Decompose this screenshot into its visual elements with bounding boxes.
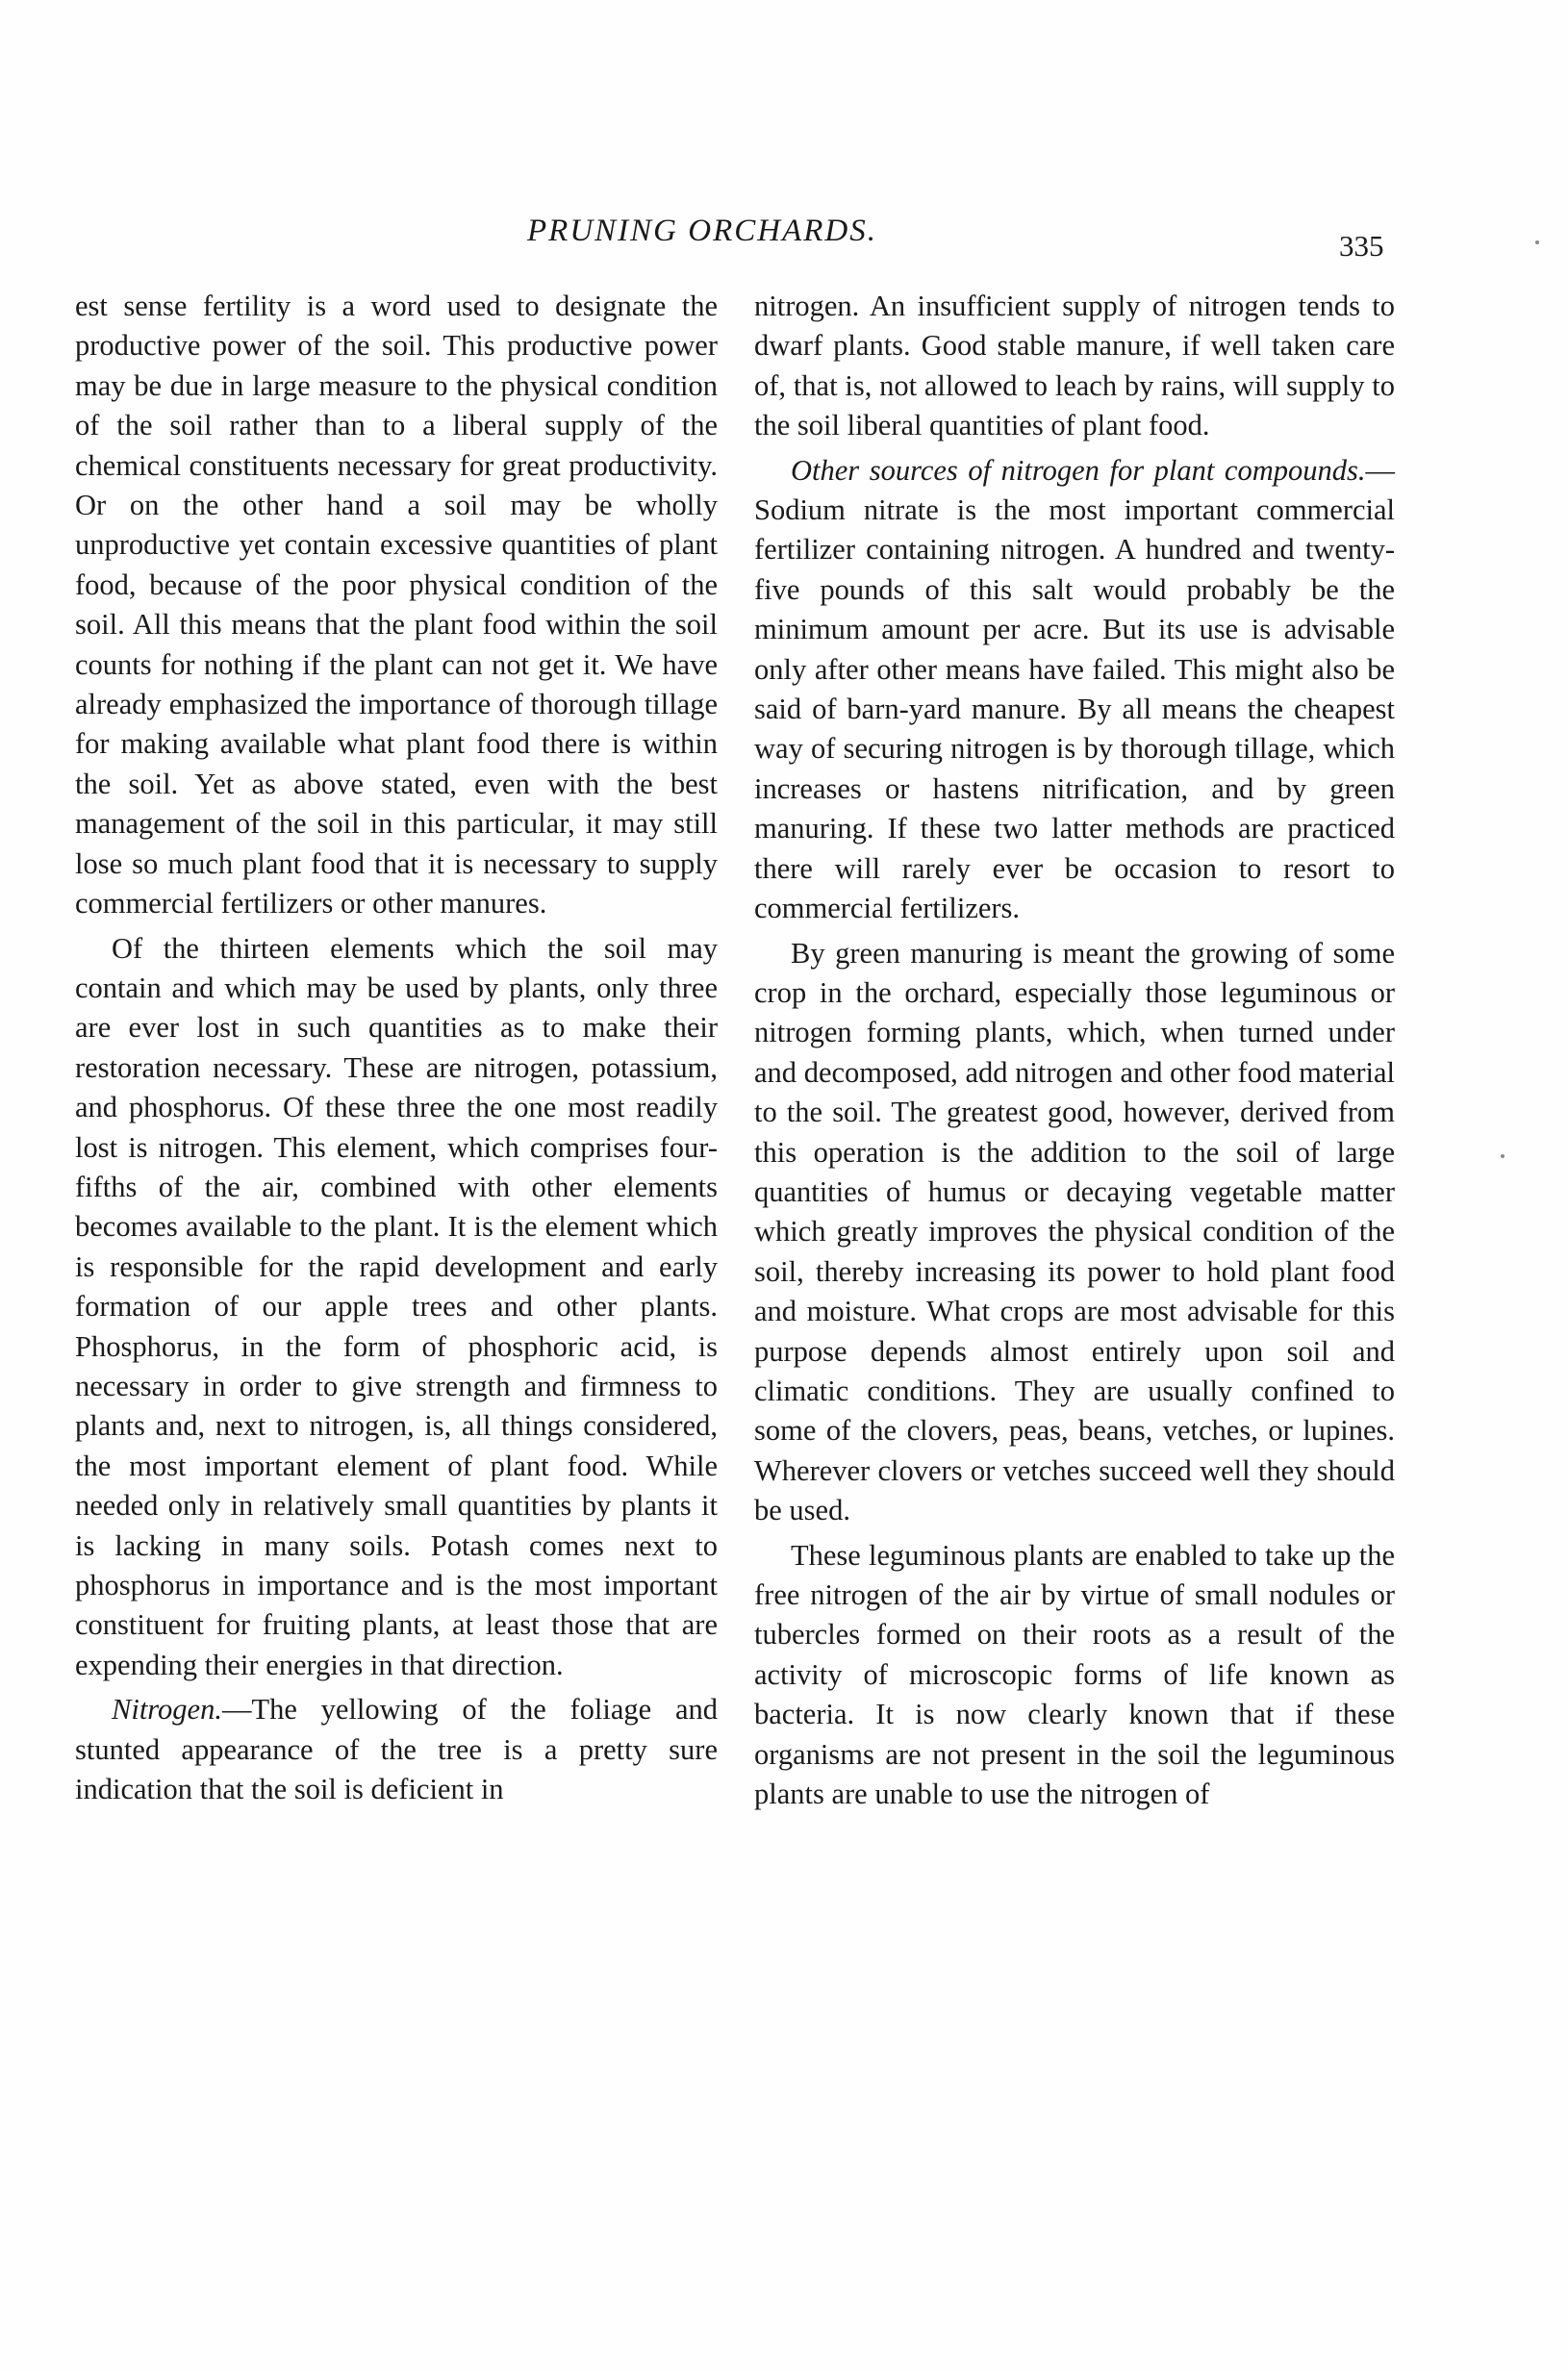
paragraph bbox=[75, 1690, 718, 1809]
page-number: 335 bbox=[1339, 229, 1384, 263]
paragraph: These leguminous plants are enabled to take up the free nitrogen of the air by virtue of small nodules or tubercles formed on their roots as a result of the activity of microscopic forms of life known as bacteria. It is now clearly known that if these organisms are not present in the soil the leguminous plants are unable to use the nitrogen of bbox=[754, 1538, 1395, 1811]
running-title: PRUNING ORCHARDS. bbox=[527, 214, 877, 248]
running-head bbox=[0, 214, 1568, 263]
paragraph-heading: Nitrogen. bbox=[112, 1693, 222, 1727]
paper-speck bbox=[1501, 1154, 1505, 1158]
paragraph-heading: Other sources of nitrogen for plant compounds. bbox=[791, 453, 1366, 487]
paper-speck bbox=[1535, 240, 1539, 244]
paragraph-text: —The yellowing of the foliage and stunted appearance of the tree is a pretty sure indication that the soil is deficient in bbox=[75, 1693, 718, 1806]
paragraph: By green manuring is meant the growing of some crop in the orchard, especially those leguminous or nitrogen forming plants, which, when turned under and decomposed, add nitrogen and other food material to the soil. The greatest good, however, derived from this operation is the addition to the soil of large quantities of humus or decaying vegetable matter which greatly improves the physical condition of the soil, thereby increasing its power to hold plant food and moisture. What crops are most advisable for this purpose depends almost entirely upon soil and climatic conditions. They are usually confined to some of the clovers, peas, beans, vetches, or lupines. Wherever clovers or vetches succeed well they should be used. bbox=[754, 936, 1395, 1527]
paragraph-text: —Sodium nitrate is the most important commercial fertilizer containing nitrogen. A hundred and twenty-five pounds of this salt would probably be the minimum amount per acre. But its use is advisable only after other means have failed. This might also be said of barn-yard manure. By all means the cheapest way of securing nitrogen is by thorough tillage, which increases or hastens nitrification, and by green manuring. If these two latter methods are practiced there will rarely ever be occasion to resort to commercial fertilizers. bbox=[754, 453, 1395, 925]
paragraph: Of the thirteen elements which the soil may contain and which may be used by plants, only three are ever lost in such quantities as to make their restoration necessary. These are nitrogen, potassium, and phosphorus. Of these three the one most readily lost is nitrogen. This element, which comprises four-fifths of the air, combined with other elements becomes available to the plant. It is the element which is responsible for the rapid development and early formation of our apple trees and other plants. Phosphorus, in the form of phosphoric acid, is necessary in order to give strength and firmness to plants and, next to nitrogen, is, all things considered, the most important element of plant food. While needed only in relatively small quantities by plants it is lacking in many soils. Potash comes next to phosphorus in importance and is the most important constituent for fruiting plants, at least those that are expending their energies in that direction. bbox=[75, 931, 718, 1681]
paragraph: nitrogen. An insufficient supply of nitrogen tends to dwarf plants. Good stable manure, if well taken care of, that is, not allowed to leach by rains, will supply to the soil liberal quantities of plant food. bbox=[754, 290, 1395, 442]
left-column bbox=[75, 287, 718, 1814]
paragraph bbox=[754, 451, 1395, 929]
right-column bbox=[754, 287, 1395, 1819]
paragraph: est sense fertility is a word used to designate the productive power of the soil. This productive power may be due in large measure to the physical condition of the soil rather than to a liberal supply of the chemical constituents necessary for great productivity. Or on the other hand a soil may be wholly unproductive yet contain excessive quantities of plant food, because of the poor physical condition of the soil. All this means that the plant food within the soil counts for nothing if the plant can not get it. We have already emphasized the importance of thorough tillage for making available what plant food there is within the soil. Yet as above stated, even with the best management of the soil in this particular, it may still lose so much plant food that it is necessary to supply commercial fertilizers or other manures. bbox=[75, 290, 718, 921]
